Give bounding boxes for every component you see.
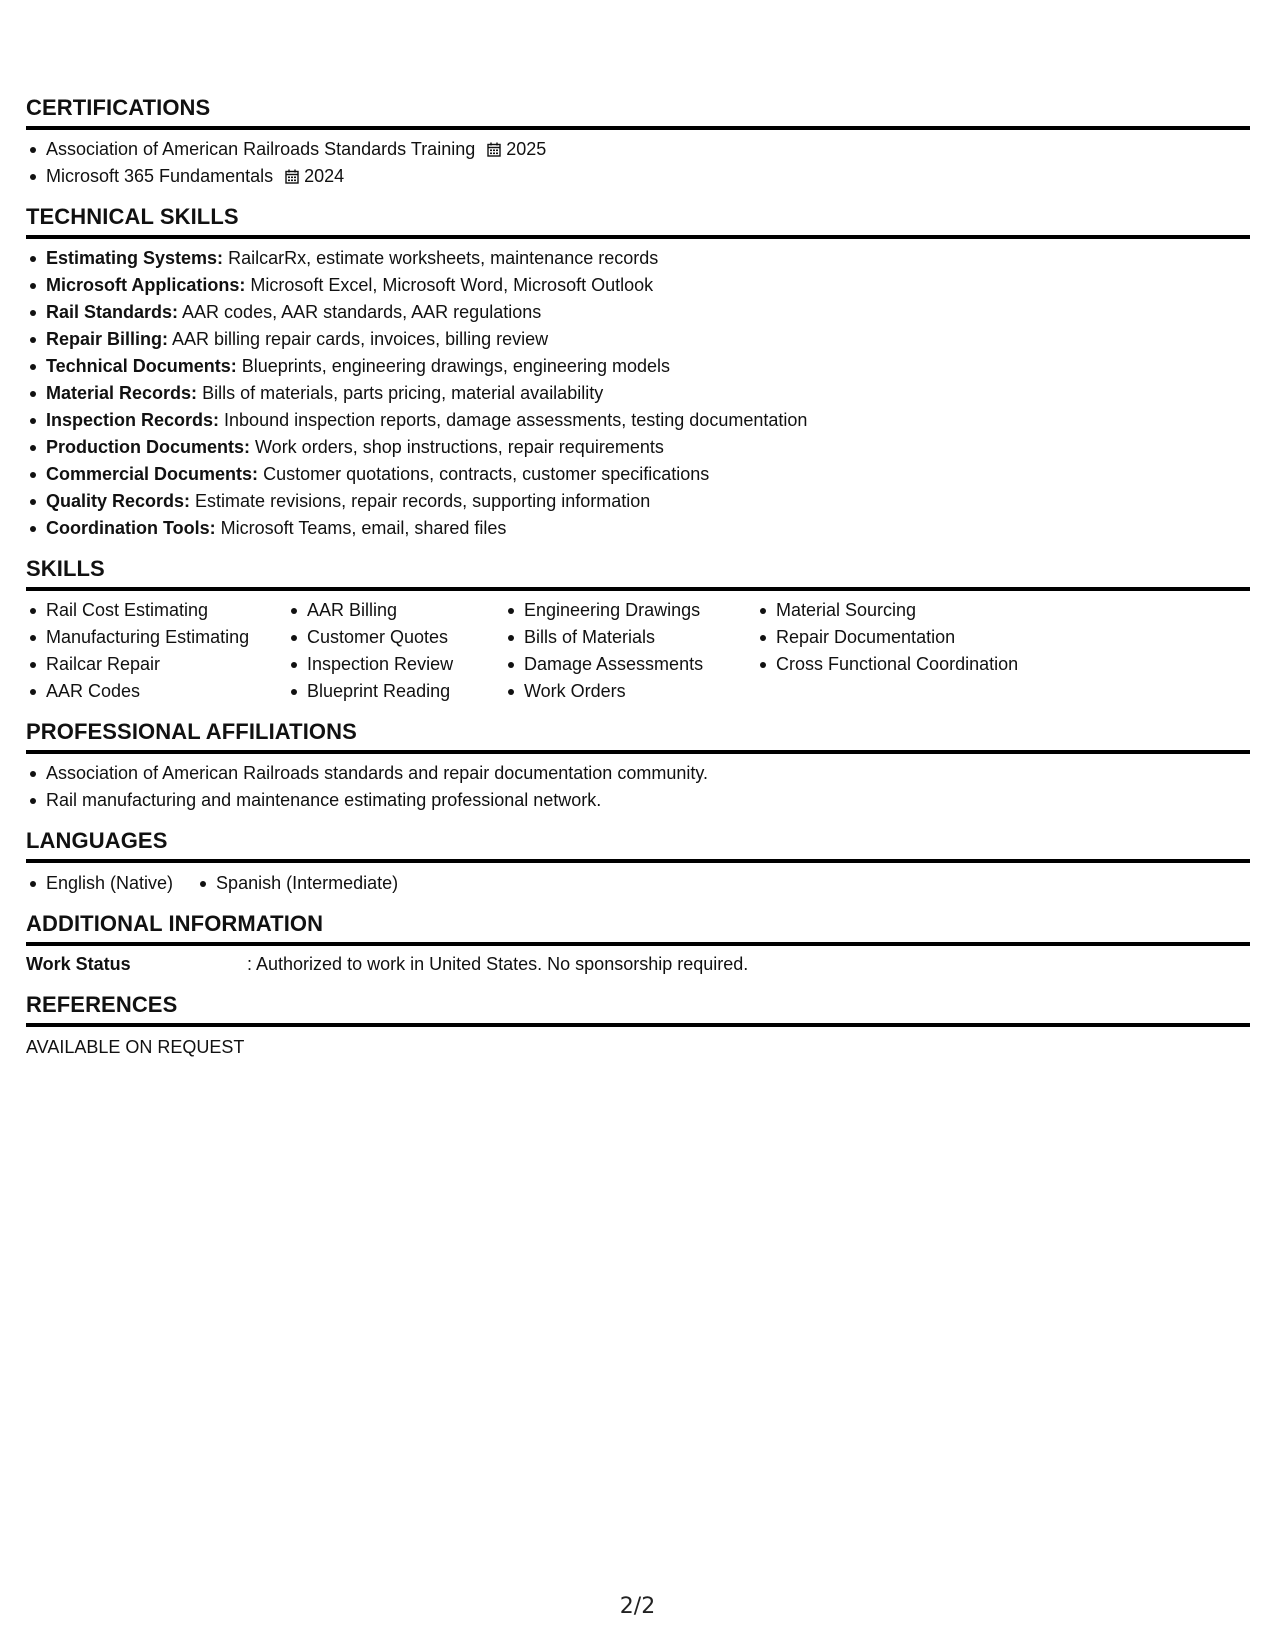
affiliations-list [26, 760, 1250, 814]
certification-name: Association of American Railroads Standards Training [46, 139, 476, 159]
skill-label: Technical Documents: [46, 356, 237, 376]
list-item [46, 461, 1250, 488]
certification-year: 2024 [304, 166, 345, 186]
list-item [46, 488, 1250, 515]
section-title: ADDITIONAL INFORMATION [26, 910, 1250, 946]
references-section [26, 991, 1250, 1061]
skill-text: AAR codes, AAR standards, AAR regulations [178, 302, 542, 322]
additional-info-section [26, 910, 1250, 978]
skill-label: Commercial Documents: [46, 464, 259, 484]
skills-columns [26, 597, 1250, 705]
language-item: English (Native) [46, 870, 173, 897]
section-title: SKILLS [26, 555, 1250, 591]
skill-label: Repair Billing: [46, 329, 169, 349]
skill-label: Estimating Systems: [46, 248, 224, 268]
list-item: Repair Documentation [776, 624, 1076, 651]
list-item [46, 245, 1250, 272]
calendar-icon [285, 165, 299, 180]
section-title: CERTIFICATIONS [26, 94, 1250, 130]
list-item: Inspection Review [307, 651, 504, 678]
skills-column [756, 597, 1076, 705]
list-item [46, 515, 1250, 542]
section-title: LANGUAGES [26, 827, 1250, 863]
affiliations-section [26, 718, 1250, 814]
skill-label: Coordination Tools: [46, 518, 216, 538]
calendar-icon [487, 138, 501, 153]
list-item: Damage Assessments [524, 651, 756, 678]
section-title: PROFESSIONAL AFFILIATIONS [26, 718, 1250, 754]
skill-text: Customer quotations, contracts, customer specifications [258, 464, 710, 484]
skill-text: Microsoft Teams, email, shared files [215, 518, 507, 538]
skill-label: Inspection Records: [46, 410, 220, 430]
skills-column [26, 597, 287, 705]
list-item: Railcar Repair [46, 651, 287, 678]
list-item: AAR Codes [46, 678, 287, 705]
certifications-section [26, 94, 1250, 190]
skill-text: Estimate revisions, repair records, supporting information [190, 491, 651, 511]
skill-label: Quality Records: [46, 491, 191, 511]
list-item [46, 136, 1250, 163]
skill-label: Material Records: [46, 383, 198, 403]
list-item [46, 272, 1250, 299]
list-item: Association of American Railroads standards and repair documentation community. [46, 760, 1250, 787]
list-item: Material Sourcing [776, 597, 1076, 624]
work-status-row [26, 951, 1250, 978]
list-item [46, 353, 1250, 380]
skill-text: Bills of materials, parts pricing, material availability [197, 383, 604, 403]
list-item: AAR Billing [307, 597, 504, 624]
list-item: Cross Functional Coordination [776, 651, 1076, 678]
list-item [46, 434, 1250, 461]
work-status-value: : Authorized to work in United States. No sponsorship required. [247, 954, 749, 974]
list-item: Engineering Drawings [524, 597, 756, 624]
skill-text: Microsoft Excel, Microsoft Word, Microsoft Outlook [245, 275, 654, 295]
work-status-label: Work Status [26, 954, 131, 974]
technical-skills-section [26, 203, 1250, 542]
skills-column [287, 597, 504, 705]
list-item: Bills of Materials [524, 624, 756, 651]
list-item: Blueprint Reading [307, 678, 504, 705]
list-item [46, 380, 1250, 407]
list-item: Manufacturing Estimating [46, 624, 287, 651]
list-item [46, 163, 1250, 190]
skill-label: Production Documents: [46, 437, 251, 457]
language-item: Spanish (Intermediate) [216, 870, 398, 897]
skills-column [504, 597, 756, 705]
list-item: Rail manufacturing and maintenance estimating professional network. [46, 787, 1250, 814]
resume-page [26, 94, 1250, 1074]
section-title: REFERENCES [26, 991, 1250, 1027]
technical-skills-list [26, 245, 1250, 542]
list-item: Rail Cost Estimating [46, 597, 287, 624]
list-item [46, 326, 1250, 353]
list-item: Customer Quotes [307, 624, 504, 651]
certification-name: Microsoft 365 Fundamentals [46, 166, 274, 186]
list-item [46, 407, 1250, 434]
certifications-list [26, 136, 1250, 190]
skill-text: Work orders, shop instructions, repair requirements [250, 437, 664, 457]
page-number: 2/2 [619, 1594, 656, 1619]
list-item: Work Orders [524, 678, 756, 705]
list-item [46, 299, 1250, 326]
section-title: TECHNICAL SKILLS [26, 203, 1250, 239]
skill-label: Microsoft Applications: [46, 275, 246, 295]
references-text: AVAILABLE ON REQUEST [26, 1037, 245, 1057]
skill-text: AAR billing repair cards, invoices, billing review [168, 329, 549, 349]
languages-list [26, 870, 1250, 897]
skills-section [26, 555, 1250, 705]
skill-label: Rail Standards: [46, 302, 179, 322]
skill-text: RailcarRx, estimate worksheets, maintenance records [223, 248, 659, 268]
languages-section [26, 827, 1250, 897]
certification-year: 2025 [506, 139, 547, 159]
skill-text: Inbound inspection reports, damage assessments, testing documentation [219, 410, 808, 430]
skill-text: Blueprints, engineering drawings, engineering models [236, 356, 670, 376]
